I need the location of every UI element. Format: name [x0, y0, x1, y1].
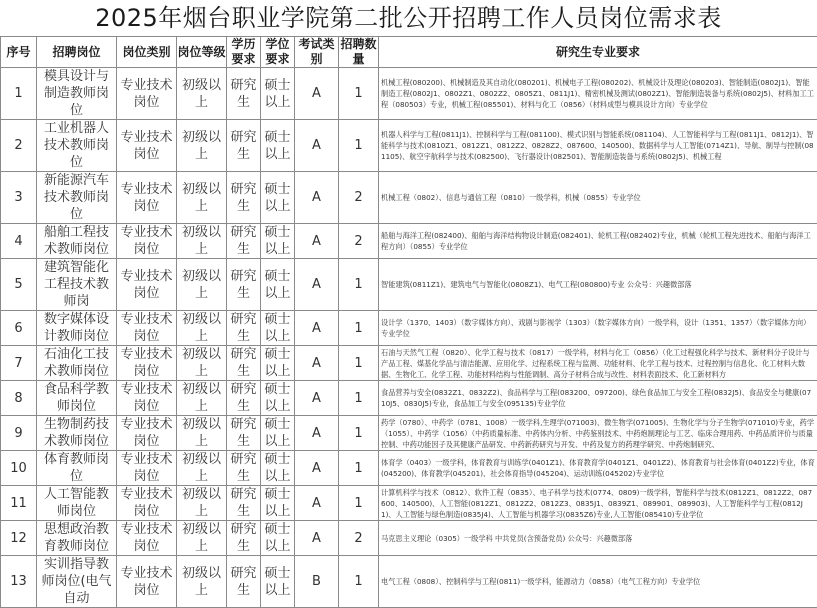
cell-level: 初级以上: [177, 311, 227, 346]
cell-exam-type: A: [295, 451, 339, 486]
cell-level: 初级以上: [177, 224, 227, 259]
cell-major: 马克思主义理论（0305）一级学科 中共党员(含预备党员) 公众号：兴趣微部落: [379, 521, 817, 556]
cell-degree: 硕士以上: [261, 120, 295, 172]
header-exam-type: 考试类别: [295, 37, 339, 68]
cell-no: 11: [1, 486, 37, 521]
cell-degree: 硕士以上: [261, 346, 295, 381]
cell-major: 食品营养与安全(0832Z1、0832Z2)、食品科学与工程(083200、097200)、绿色食品加工与安全工程(0832J5)、食品安全与健康(0710J5、0830J5)专业，食品加工与安全(095135)专业学位: [379, 381, 817, 416]
cell-no: 9: [1, 416, 37, 451]
cell-exam-type: B: [295, 556, 339, 608]
cell-exam-type: A: [295, 521, 339, 556]
cell-major: 船舶与海洋工程(082400)、船舶与海洋结构物设计制造(082401)、轮机工程(082402)专业，机械（轮机工程先进技术、船舶与海洋工程方向）（0855）专业学位: [379, 224, 817, 259]
header-count: 招聘数量: [339, 37, 379, 68]
cell-major: 设计学（1370、1403）（数字媒体方向）、戏剧与影视学（1303）（数字媒体方向）一级学科，设计（1351、1357）（数字媒体方向）专业学位: [379, 311, 817, 346]
header-row: [1, 37, 817, 68]
cell-major: 机械工程(080200)、机械制造及其自动化(080201)、机械电子工程(080202)、机械设计及理论(080203)、智能制造(0802J1)、智能制造工程(0802J1、0802Z1、0802Z2、0805Z1、0811J1)、精密机械及测试(0802Z1)、智能制造装备与系统(0802J5)、材料加工工程（080503）专业，机械工程(085501)、材料与化工（0856）（材料成型与模具设计方向）专业学位: [379, 68, 817, 120]
cell-major: 机器人科学与工程(0811J1)、控制科学与工程(081100)、模式识别与智能系统(081104)、人工智能科学与工程(0811J1、0812J1)、智能科学与技术(0810Z1、0812Z1、0812Z2、0828Z2、087600、140500)、数据科学与人工智能(0714Z1)、导航、制导与控制(081105)、航空宇航科学与技术(082500)、飞行器设计(082501)、智能制造装备与系统(0802J5)、机械工程: [379, 120, 817, 172]
cell-exam-type: A: [295, 224, 339, 259]
cell-level: 初级以上: [177, 521, 227, 556]
cell-count: 1: [339, 451, 379, 486]
cell-count: 2: [339, 172, 379, 224]
cell-no: 5: [1, 259, 37, 311]
cell-no: 12: [1, 521, 37, 556]
cell-exam-type: A: [295, 346, 339, 381]
cell-level: 初级以上: [177, 451, 227, 486]
cell-exam-type: A: [295, 381, 339, 416]
cell-no: 13: [1, 556, 37, 608]
table-row: [1, 68, 817, 120]
cell-degree: 硕士以上: [261, 486, 295, 521]
cell-no: 7: [1, 346, 37, 381]
cell-education: 研究生: [227, 172, 261, 224]
cell-position: 数字媒体设计教师岗位: [37, 311, 117, 346]
cell-level: 初级以上: [177, 381, 227, 416]
header-no: 序号: [1, 37, 37, 68]
cell-category: 专业技术岗位: [117, 172, 177, 224]
cell-position: 体育教师岗位: [37, 451, 117, 486]
cell-position: 建筑智能化工程技术教师岗: [37, 259, 117, 311]
cell-level: 初级以上: [177, 259, 227, 311]
page-title: 2025年烟台职业学院第二批公开招聘工作人员岗位需求表: [0, 0, 817, 36]
cell-degree: 硕士以上: [261, 521, 295, 556]
cell-degree: 硕士以上: [261, 416, 295, 451]
cell-count: 1: [339, 259, 379, 311]
table-row: [1, 224, 817, 259]
cell-category: 专业技术岗位: [117, 521, 177, 556]
cell-position: 思想政治教育教师岗位: [37, 521, 117, 556]
table-row: [1, 120, 817, 172]
cell-exam-type: A: [295, 259, 339, 311]
cell-position: 新能源汽车技术教师岗位: [37, 172, 117, 224]
cell-exam-type: A: [295, 68, 339, 120]
table-row: [1, 259, 817, 311]
cell-level: 初级以上: [177, 486, 227, 521]
cell-category: 专业技术岗位: [117, 556, 177, 608]
cell-degree: 硕士以上: [261, 451, 295, 486]
cell-education: 研究生: [227, 381, 261, 416]
cell-exam-type: A: [295, 311, 339, 346]
cell-count: 1: [339, 120, 379, 172]
cell-category: 专业技术岗位: [117, 451, 177, 486]
cell-major: 机械工程（0802）、信息与通信工程（0810）一级学科，机械（0855）专业学位: [379, 172, 817, 224]
cell-position: 食品科学教师岗位: [37, 381, 117, 416]
cell-degree: 硕士以上: [261, 172, 295, 224]
cell-degree: 硕士以上: [261, 381, 295, 416]
cell-category: 专业技术岗位: [117, 416, 177, 451]
cell-education: 研究生: [227, 68, 261, 120]
cell-major: 石油与天然气工程（0820）、化学工程与技术（0817）一级学科，材料与化工（0856）（化工过程强化科学与技术、新材料分子设计与产品工程、煤基化学品与清洁能源、应用化学、过程系统工程与监测、功能材料、化学工程与技术、过程控制与信息化、化工材料大数据、生物化工、化学工程、功能材料结构与性能调制、高分子材料合成与改性、材料表面技术、化工新材料方: [379, 346, 817, 381]
cell-count: 2: [339, 224, 379, 259]
cell-exam-type: A: [295, 486, 339, 521]
header-level: 岗位等级: [177, 37, 227, 68]
table-row: [1, 381, 817, 416]
cell-position: 实训指导教师岗位(电气自动: [37, 556, 117, 608]
table-row: [1, 416, 817, 451]
header-degree: 学位要求: [261, 37, 295, 68]
cell-no: 3: [1, 172, 37, 224]
cell-category: 专业技术岗位: [117, 259, 177, 311]
header-major: 研究生专业要求: [379, 37, 817, 68]
cell-level: 初级以上: [177, 556, 227, 608]
cell-exam-type: A: [295, 172, 339, 224]
cell-category: 专业技术岗位: [117, 346, 177, 381]
table-row: [1, 486, 817, 521]
cell-no: 6: [1, 311, 37, 346]
cell-position: 工业机器人技术教师岗位: [37, 120, 117, 172]
cell-no: 4: [1, 224, 37, 259]
cell-level: 初级以上: [177, 346, 227, 381]
cell-category: 专业技术岗位: [117, 224, 177, 259]
cell-education: 研究生: [227, 416, 261, 451]
cell-position: 石油化工技术教师岗位: [37, 346, 117, 381]
cell-level: 初级以上: [177, 68, 227, 120]
cell-major: 体育学（0403）一级学科，体育教育与训练学(0401Z1)、体育教育学(0401Z1、0401Z2)、体育教育与社会体育(0401Z2)专业，体育(045200)、体育教学(045201)、社会体育指导(045204)、运动训练(045202)专业学位: [379, 451, 817, 486]
cell-major: 药学（0780）、中药学（0781、1008）一级学科,生理学(071003)、微生物学(071005)、生物化学与分子生物学(071010)专业，药学（1055）、中药学（1056）（中药质量标准、中药体内分析、中药鉴别技术、中药炮制理论与工艺、临床合理用药、中药品质评价与质量控制、中药功能因子及其健康产品研发、中药新药研究与开发、中药及复方的药理学研究、中药炮制研究、: [379, 416, 817, 451]
cell-count: 1: [339, 486, 379, 521]
cell-education: 研究生: [227, 346, 261, 381]
cell-category: 专业技术岗位: [117, 311, 177, 346]
cell-exam-type: A: [295, 120, 339, 172]
cell-count: 2: [339, 521, 379, 556]
cell-position: 模具设计与制造教师岗位: [37, 68, 117, 120]
table-row: [1, 556, 817, 608]
cell-position: 人工智能教师岗位: [37, 486, 117, 521]
header-category: 岗位类别: [117, 37, 177, 68]
cell-count: 1: [339, 346, 379, 381]
cell-category: 专业技术岗位: [117, 120, 177, 172]
cell-no: 2: [1, 120, 37, 172]
cell-education: 研究生: [227, 224, 261, 259]
cell-education: 研究生: [227, 259, 261, 311]
cell-count: 1: [339, 556, 379, 608]
cell-position: 船舶工程技术教师岗位: [37, 224, 117, 259]
cell-count: 1: [339, 68, 379, 120]
cell-degree: 硕士以上: [261, 259, 295, 311]
cell-major: 电气工程（0808）、控制科学与工程(0811)一级学科，能源动力（0858）（电气工程方向）专业学位: [379, 556, 817, 608]
cell-exam-type: A: [295, 416, 339, 451]
table-row: [1, 521, 817, 556]
table-row: [1, 311, 817, 346]
cell-major: 计算机科学与技术（0812）、软件工程（0835）、电子科学与技术(0774、0809)一级学科，智能科学与技术(0812Z1、0812Z2、087600、140500)、人工智能(0812Z1、0812Z2、0812Z3、0835J1、0839Z1、089901、089903)、人工智能科学与工程(0812J1)、人工智能与绿色制造(0835J4)、人工智能与机器学习(0835Z6)专业,人工智能(085410)专业学位: [379, 486, 817, 521]
cell-education: 研究生: [227, 556, 261, 608]
header-position: 招聘岗位: [37, 37, 117, 68]
header-education: 学历要求: [227, 37, 261, 68]
cell-no: 10: [1, 451, 37, 486]
cell-count: 1: [339, 311, 379, 346]
cell-degree: 硕士以上: [261, 311, 295, 346]
table-row: [1, 346, 817, 381]
recruitment-table: [0, 36, 817, 608]
cell-degree: 硕士以上: [261, 224, 295, 259]
cell-education: 研究生: [227, 120, 261, 172]
cell-category: 专业技术岗位: [117, 381, 177, 416]
cell-count: 1: [339, 416, 379, 451]
cell-category: 专业技术岗位: [117, 486, 177, 521]
cell-degree: 硕士以上: [261, 556, 295, 608]
table-row: [1, 451, 817, 486]
cell-education: 研究生: [227, 311, 261, 346]
cell-no: 8: [1, 381, 37, 416]
cell-position: 生物制药技术教师岗位: [37, 416, 117, 451]
cell-education: 研究生: [227, 486, 261, 521]
cell-level: 初级以上: [177, 120, 227, 172]
cell-count: 1: [339, 381, 379, 416]
cell-level: 初级以上: [177, 172, 227, 224]
cell-category: 专业技术岗位: [117, 68, 177, 120]
cell-no: 1: [1, 68, 37, 120]
cell-education: 研究生: [227, 451, 261, 486]
cell-degree: 硕士以上: [261, 68, 295, 120]
table-row: [1, 172, 817, 224]
cell-education: 研究生: [227, 521, 261, 556]
cell-major: 智能建筑(0811Z1)、建筑电气与智能化(0808Z1)、电气工程(080800)专业 公众号：兴趣微部落: [379, 259, 817, 311]
cell-level: 初级以上: [177, 416, 227, 451]
